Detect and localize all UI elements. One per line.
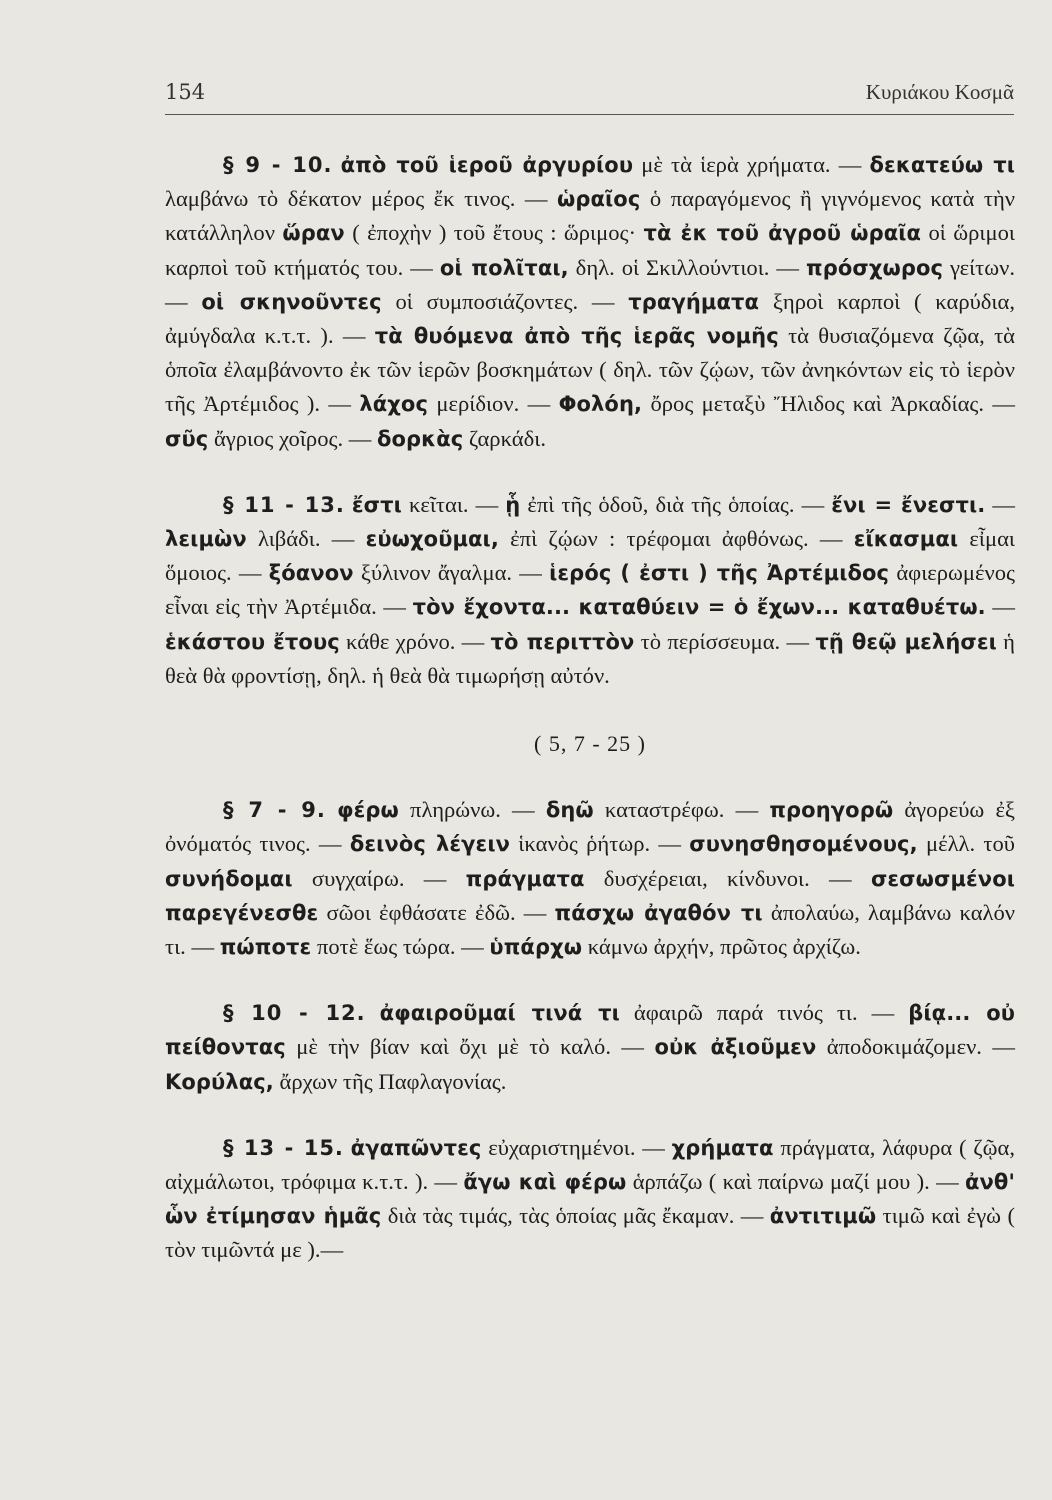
lemma: Κορύλας,	[165, 1069, 274, 1094]
gloss: κάμνω ἀρχήν, πρῶτος ἀρχίζω.	[582, 934, 861, 960]
lemma: ξόανον	[268, 561, 354, 586]
gloss: ἄρχων τῆς Παφλαγονίας.	[273, 1068, 507, 1094]
gloss: ἐπὶ τῆς ὁδοῦ, διὰ τῆς ὁποίας. —	[520, 491, 832, 517]
lemma: ὥραν	[282, 221, 345, 246]
lemma: πρόσχωρος	[806, 255, 944, 280]
lemma: σεσωσμένοι παρεγένεσθε	[165, 866, 1015, 925]
lemma: πώποτε	[219, 935, 312, 960]
gloss: λιβάδι. —	[246, 526, 366, 552]
lemma: τὸν ἔχοντα... καταθύειν = ὁ ἔχων... καταθυέτω.	[412, 595, 986, 620]
gloss: τὰ θυσιαζόμενα ζῷα, τὰ ὁποῖα ἐλαμβάνοντο ἐκ τῶν ἱερῶν βοσκημάτων ( δηλ. τῶν ζῴων, τῶν ἀνηκόντων εἰς τὸ ἱερὸν τῆς Ἀρτέμιδος ). —	[165, 323, 1016, 417]
lemma: λειμὼν	[165, 527, 247, 552]
gloss: ζαρκάδι.	[463, 425, 546, 451]
gloss: γείτων. —	[165, 254, 1015, 314]
gloss: ( ἐποχὴν ) τοῦ ἔτους : ὥριμος·	[344, 220, 644, 246]
gloss: ἐπὶ ζῴων : τρέφομαι ἀφθόνως. —	[498, 526, 854, 552]
lemma: ἀντιτιμῶ	[769, 1204, 877, 1229]
gloss: ἁρπάζω ( καὶ παίρνω μαζί μου ). —	[626, 1169, 965, 1195]
lemma: συνησθησομένους,	[689, 832, 918, 857]
lemma: οἱ πολῖται,	[439, 255, 569, 280]
gloss: ἱκανὸς ῥήτωρ. —	[510, 831, 690, 857]
gloss: δηλ. οἱ Σκιλλούντιοι. —	[568, 254, 806, 280]
gloss: ἀφιερωμένος εἶναι εἰς τὴν Ἀρτέμιδα. —	[165, 560, 1015, 620]
lemma: ᾗ	[505, 492, 521, 517]
lemma: τραγήματα	[628, 289, 760, 314]
gloss: συγχαίρω. —	[292, 865, 466, 891]
gloss: —	[985, 594, 1016, 620]
paragraph	[165, 1131, 1015, 1268]
lemma: εἴκασμαι	[853, 527, 959, 552]
lemma: ἀγαπῶντες	[350, 1135, 482, 1160]
lemma: τῇ θεῷ μελήσει	[815, 629, 997, 654]
gloss: λαμβάνω τὸ δέκατον μέρος ἔκ τινος. —	[165, 186, 557, 212]
gloss: τιμῶ καὶ ἐγὼ ( τὸν τιμῶντά με ).—	[165, 1203, 1015, 1263]
gloss: καταστρέφω. —	[593, 797, 770, 823]
lemma: εὐωχοῦμαι,	[365, 527, 499, 552]
section-number: § 11 - 13.	[223, 492, 345, 517]
lemma: δηῶ	[545, 798, 594, 823]
lemma: τὰ θυόμενα ἀπὸ τῆς ἱερᾶς νομῆς	[374, 324, 779, 349]
lemma: φέρω	[337, 798, 399, 823]
lemma: ἄγω καὶ φέρω	[463, 1170, 627, 1195]
gloss: δυσχέρειαι, κίνδυνοι. —	[584, 865, 871, 891]
paragraph	[165, 488, 1015, 693]
gloss: πράγματα, λάφυρα ( ζῷα, αἰχμάλωτοι, τρόφιμα κ.τ.τ. ). —	[165, 1134, 1015, 1195]
paragraph	[165, 996, 1015, 1099]
section-number: § 10 - 12.	[223, 1001, 366, 1026]
lemma: πάσχω ἀγαθόν τι	[554, 900, 763, 925]
gloss: μερίδιον. —	[428, 391, 559, 417]
gloss: οἱ συμποσιάζοντες. —	[381, 288, 629, 314]
section-reference: ( 5, 7 - 25 )	[534, 731, 646, 757]
gloss: τὸ περίσσευμα. —	[634, 628, 816, 654]
lemma: δεκατεύω τι	[869, 153, 1015, 177]
lemma: οὐκ ἀξιοῦμεν	[654, 1035, 817, 1060]
gloss: ἀποδοκιμάζομεν. —	[816, 1034, 1015, 1060]
paragraph	[165, 793, 1015, 964]
gloss: ἄγριος χοῖρος. —	[208, 425, 377, 451]
gloss: κεῖται. —	[401, 491, 506, 517]
running-head: Κυριάκου Κοσμᾶ	[865, 80, 1014, 104]
gloss: διὰ τὰς τιμάς, τὰς ὁποίας μᾶς ἔκαμαν. —	[381, 1203, 770, 1229]
lemma: ἔνι = ἔνεστι.	[831, 492, 986, 517]
gloss: ἀφαιρῶ παρά τινός τι. —	[619, 1000, 909, 1026]
lemma: χρήματα	[671, 1135, 774, 1160]
lemma: ὡραῖος	[557, 187, 641, 212]
lemma: τὰ ἐκ τοῦ ἀγροῦ ὡραῖα	[643, 221, 922, 246]
lemma: πράγματα	[465, 866, 585, 891]
gloss: ὁ παραγόμενος ἢ γιγνόμενος κατὰ τὴν κατάλληλον	[165, 186, 1016, 246]
page-number: 154	[165, 80, 206, 104]
lemma: λάχος	[359, 392, 428, 417]
section-number: § 13 - 15.	[223, 1135, 344, 1160]
section-number: § 9 - 10.	[223, 153, 333, 177]
gloss: ὄρος μεταξὺ Ἤλιδος καὶ Ἀρκαδίας. —	[642, 391, 1015, 417]
gloss: κάθε χρόνο. —	[339, 628, 491, 654]
gloss: μὲ τὰ ἱερὰ χρήματα. —	[633, 152, 870, 177]
lemma: ἀνθ' ὧν ἐτίμησαν ἡμᾶς	[165, 1170, 1015, 1229]
gloss: ἀπολαύω, λαμβάνω καλόν τι. —	[165, 899, 1016, 960]
lemma: ὑπάρχω	[489, 935, 583, 960]
lemma: ἱερός ( ἐστι ) τῆς Ἀρτέμιδος	[549, 561, 890, 586]
gloss: ξηροὶ καρποὶ ( καρύδια, ἀμύγδαλα κ.τ.τ. ). —	[165, 288, 1015, 349]
section-number: § 7 - 9.	[223, 798, 326, 823]
paragraph	[165, 148, 1015, 456]
lemma: ἔστι	[351, 492, 402, 517]
lemma: οἱ σκηνοῦντες	[201, 289, 382, 314]
gloss: ἀγορεύω ἐξ ὀνόματός τινος. —	[165, 797, 1016, 857]
gloss: —	[985, 491, 1015, 517]
lemma: τὸ περιττὸν	[490, 629, 635, 654]
lemma: ἀφαιροῦμαί τινά τι	[379, 1001, 620, 1026]
gloss: εὐχαριστημένοι. —	[481, 1134, 672, 1160]
lemma: βίᾳ... οὐ πείθοντας	[165, 1001, 1016, 1060]
lemma: δεινὸς λέγειν	[349, 832, 511, 857]
commentary-text	[165, 148, 1015, 1268]
gloss: μέλλ. τοῦ	[917, 831, 1015, 857]
page-header	[165, 74, 1014, 115]
lemma: ἑκάστου ἔτους	[165, 629, 340, 654]
lemma: προηγορῶ	[769, 798, 894, 823]
lemma: ἀπὸ τοῦ ἱεροῦ ἀργυρίου	[340, 153, 634, 177]
gloss: ποτὲ ἕως τώρα. —	[311, 934, 490, 960]
gloss: μὲ τὴν βίαν καὶ ὄχι μὲ τὸ καλό. —	[285, 1034, 655, 1060]
gloss: σῶοι ἐφθάσατε ἐδῶ. —	[318, 899, 555, 925]
lemma: συνήδομαι	[165, 866, 293, 891]
gloss: εἶμαι ὅμοιος. —	[165, 526, 1015, 586]
gloss: ἡ θεὰ θὰ φροντίσῃ, δηλ. ἡ θεὰ θὰ τιμωρήσῃ αὐτόν.	[165, 628, 1015, 688]
lemma: σῦς	[165, 426, 209, 451]
gloss: πληρώνω. —	[398, 797, 546, 823]
lemma: δορκὰς	[376, 426, 464, 451]
gloss: ξύλινον ἄγαλμα. —	[353, 560, 550, 586]
lemma: Φολόη,	[558, 392, 643, 417]
gloss: οἱ ὥριμοι καρποὶ τοῦ κτήματός του. —	[165, 220, 1016, 280]
